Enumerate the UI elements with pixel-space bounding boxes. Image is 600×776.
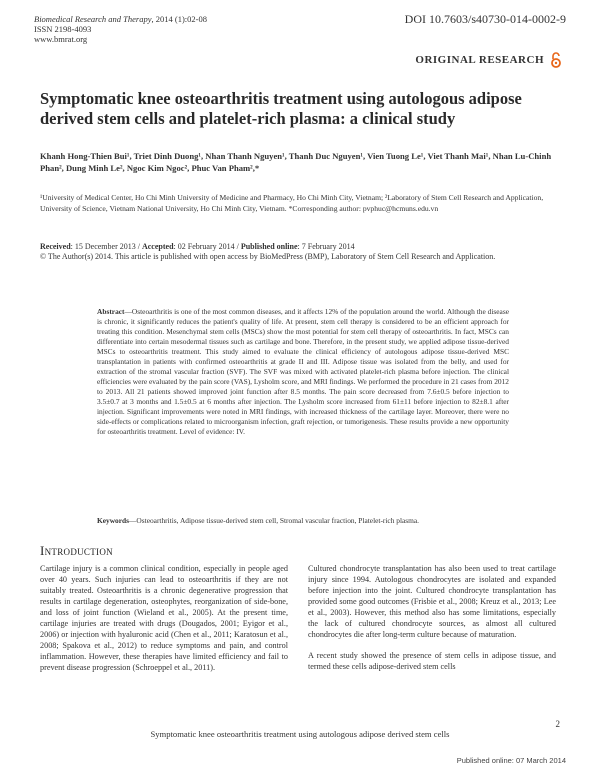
journal-info — [34, 14, 207, 44]
journal-issue: , 2014 (1):02-08 — [151, 14, 207, 24]
published-label: Published online — [240, 242, 298, 251]
intro-paragraph: Cultured chondrocyte transplantation has also been used to treat cartilage injury since 1994. Autologous chondrocytes are isolated and expanded before injection into the joint. Cultured chondrocyte transplantation has provided some good outcomes (Frisbie et al., 2008; Kreuz et al., 2013; Lee et al., 2003). However, this method also has some limitations, especially the lack of cultured chondrocyte sources, as almost all cultured chondrocytes die after long-term culture because of maturation. — [308, 564, 556, 639]
open-access-lock-icon — [550, 52, 562, 68]
author-list: Khanh Hong-Thien Bui¹, Triet Dinh Duong¹, Nhan Thanh Nguyen¹, Thanh Duc Nguyen¹, Vien Tuong Le¹, Viet Thanh Mai¹, Nhan Lu-Chinh Phan², Dung Minh Le², Ngoc Kim Ngoc², Phuc Van Pham²,* — [40, 151, 552, 173]
abstract — [97, 307, 509, 437]
keywords-label: Keywords — [97, 516, 130, 525]
intro-paragraph: A recent study showed the presence of stem cells in adipose tissue, and termed these cells adipose-derived stem cells — [308, 651, 556, 671]
intro-paragraph: Cartilage injury is a common clinical condition, especially in people aged over 40 years. Such injuries can lead to osteoarthritis if they are not suitably treated. Osteoarthritis is a chronic degenerative progression that results in cartilage degeneration, osteophytes, reorganization of side-bone, and loss of joint function (Wieland et al., 2005). At the present time, cartilage injuries are treated with drugs (Dougados, 2001; Eyigor et al., 2006) or injection with hyaluronic acid (Chen et al., 2011; Karatosun et al., 2008; Spakova et al., 2012) to reduce symptoms and pain, and control inflammation. However, these therapies have limited efficiency and fail to prevent disease progression (Schroeppel et al., 2011). — [40, 564, 288, 672]
published-stamp: Published online: 07 March 2014 — [456, 756, 566, 765]
running-title: Symptomatic knee osteoarthritis treatment using autologous adipose derived stem cells — [150, 729, 450, 739]
article-title: Symptomatic knee osteoarthritis treatment using autologous adipose derived stem cells and platelet-rich plasma: a clinical study — [40, 89, 522, 128]
doi[interactable]: DOI 10.7603/s40730-014-0002-9 — [404, 12, 566, 26]
journal-name: Biomedical Research and Therapy — [34, 14, 152, 24]
journal-website[interactable]: www.bmrat.org — [34, 34, 88, 44]
introduction-heading: Introduction — [40, 543, 113, 558]
copyright: © The Author(s) 2014. This article is published with open access by BioMedPress (BMP), Laboratory of Stem Cell Research and Application. — [40, 252, 496, 261]
affiliations: ¹University of Medical Center, Ho Chi Minh University of Medicine and Pharmacy, Ho Chi Minh City, Vietnam; ²Laboratory of Stem Cell Research and Application, University of Science, Vietnam National University, Ho Chi Minh City, Vietnam. *Corresponding author: pvphuc@hcmuns.edu.vn — [40, 193, 544, 213]
left-column — [40, 563, 288, 683]
accepted-date: : 02 February 2014 / — [173, 242, 241, 251]
publication-dates — [40, 242, 562, 262]
abstract-label: Abstract — [97, 307, 125, 316]
keywords-text: —Osteoarthritis, Adipose tissue-derived stem cell, Stromal vascular fraction, Platelet-rich plasma. — [129, 516, 420, 525]
issn: ISSN 2198-4093 — [34, 24, 92, 34]
page-number: 2 — [555, 719, 560, 729]
right-column — [308, 563, 556, 682]
keywords — [97, 516, 509, 526]
section-label — [415, 52, 562, 68]
received-date: : 15 December 2013 / — [70, 242, 142, 251]
published-date: : 7 February 2014 — [297, 242, 355, 251]
accepted-label: Accepted — [141, 242, 174, 251]
abstract-text: —Osteoarthritis is one of the most common diseases, and it affects 12% of the population around the world. Although the disease is chronic, it significantly reduces the patient's quality of life. At present, stem cell therapy is considered to be an efficient approach for treating this condition. Mesenchymal stem cells (MSCs) show the most potential for stem cell therapy of osteoarthritis. In fact, MSCs can differentiate into certain mesodermal tissues such as cartilage and bone. Therefore, in the present study, we applied adipose tissue-derived MSCs to osteoarthritis treatment. This study aimed to evaluate the clinical efficiency of autologous adipose tissue-derived MSC transplantation in patients with confirmed osteoarthritis at grade II and III. Adipose tissue was isolated from the belly, and used for extraction of the stromal vascular fraction (SVF). The SVF was mixed with activated platelet-rich plasma before injection. The clinical efficiencies were evaluated by the pain score (VAS), Lysholm score, and MRI findings. We performed the procedure in 21 cases from 2012 to 2013. All 21 patients showed improved joint function after 8.5 months. The pain score decreased from 7.6±0.5 before injection to 3.5±0.7 at 3 months and 1.5±0.5 at 6 months after injection. The Lysholm score increased from 61±11 before injection to 82±8.1 after injection. Significant improvements were noted in MRI findings, with increased thickness of the cartilage layer. Moreover, there were no side-effects or complications related to microorganism infection, graft rejection, or tumorigenesis. These results provide a new opportunity for osteoarthritis treatment. Level of evidence: IV. — [97, 307, 509, 436]
received-label: Received — [40, 242, 71, 251]
section-label-text: ORIGINAL RESEARCH — [415, 54, 544, 66]
